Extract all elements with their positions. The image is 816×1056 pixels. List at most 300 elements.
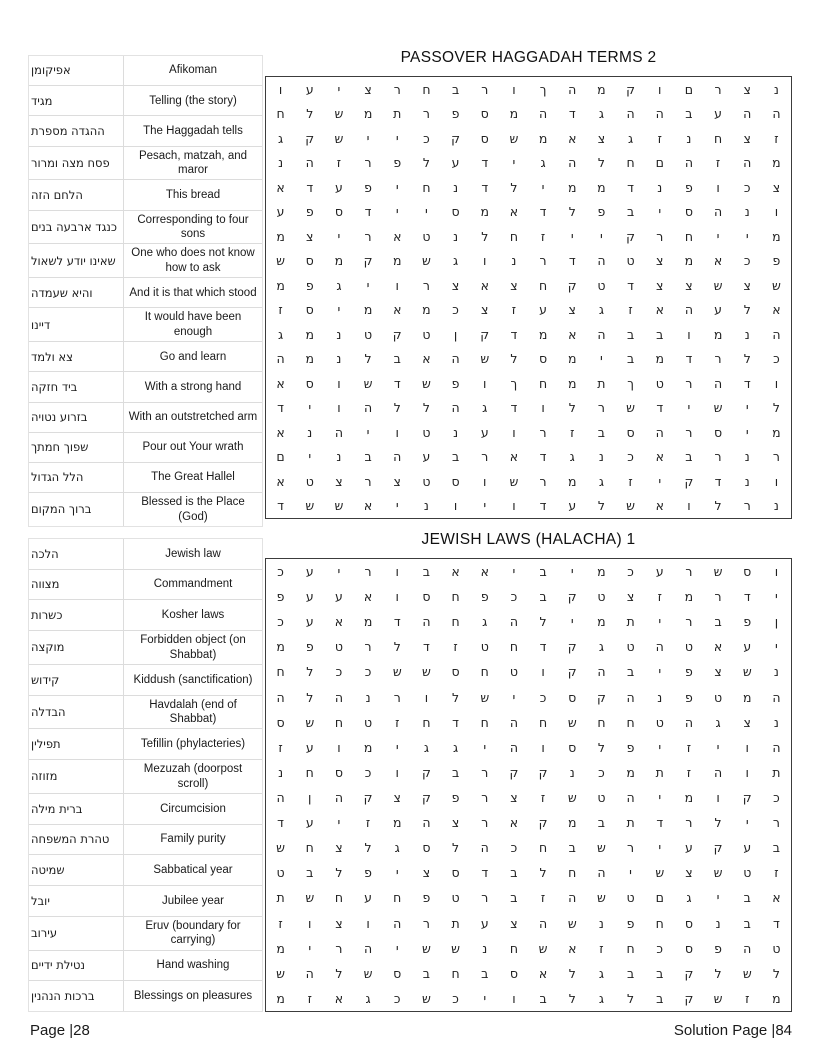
grid-cell: ז <box>365 815 371 831</box>
english-translation: Go and learn <box>159 350 227 363</box>
grid-cell: ז <box>715 155 721 171</box>
grid-cell: ל <box>743 351 751 367</box>
grid-cell: ל <box>306 689 314 705</box>
grid-cell: ו <box>395 564 399 580</box>
grid-cell: ש <box>305 498 315 514</box>
grid-cell: א <box>772 302 781 318</box>
grid-cell: ט <box>509 664 518 680</box>
grid-cell: מ <box>480 204 489 220</box>
grid-cell: י <box>483 739 487 755</box>
grid-cell: ע <box>305 815 314 831</box>
grid-cell: ר <box>422 277 430 293</box>
grid-cell: ע <box>684 840 693 856</box>
grid-cell: צ <box>743 81 751 97</box>
hebrew-term: שמיטה <box>29 855 124 885</box>
hebrew-term: שפוך חמתך <box>29 433 124 462</box>
grid-cell: ו <box>512 498 516 514</box>
word-row <box>29 539 262 570</box>
grid-cell: ס <box>451 473 460 489</box>
grid-cell: ל <box>772 400 780 416</box>
grid-cell: י <box>395 179 399 195</box>
grid-cell: ו <box>395 764 399 780</box>
grid-cell: ו <box>512 424 516 440</box>
english-translation: Corresponding to four sons <box>137 213 249 240</box>
grid-cell: ש <box>276 253 285 269</box>
grid-cell: ל <box>772 965 780 981</box>
grid-cell: ס <box>684 940 693 956</box>
grid-cell: ס <box>568 689 577 705</box>
grid-cell: ד <box>568 253 576 269</box>
grid-cell: ח <box>509 639 518 655</box>
grid-cell: מ <box>392 815 402 831</box>
grid-cell: צ <box>685 277 693 293</box>
grid-cell: ש <box>742 664 752 680</box>
grid-cell: י <box>366 277 370 293</box>
grid-cell: מ <box>597 179 606 195</box>
grid-cell: י <box>337 815 341 831</box>
grid-cell: ד <box>277 400 284 416</box>
grid-cell: נ <box>336 351 342 367</box>
grid-cell: ח <box>509 940 518 956</box>
grid-cell: מ <box>684 253 694 269</box>
word-row <box>29 342 262 372</box>
word-row <box>29 981 262 1011</box>
word-list-table-2 <box>28 538 263 1012</box>
word-row <box>29 855 262 886</box>
grid-cell: ו <box>716 179 720 195</box>
grid-cell: מ <box>772 228 781 244</box>
grid-cell: ר <box>772 815 780 831</box>
grid-cell: י <box>337 564 341 580</box>
grid-cell: נ <box>744 326 750 342</box>
grid-cell: ט <box>276 865 285 881</box>
grid-cell: צ <box>597 130 606 146</box>
grid-cell: ב <box>510 865 518 881</box>
grid-cell: ש <box>421 940 431 956</box>
grid-cell: י <box>425 204 428 220</box>
hebrew-term: מצווה <box>29 570 124 600</box>
grid-cell: ש <box>276 965 285 981</box>
english-translation: Telling (the story) <box>149 94 237 107</box>
grid-cell: ת <box>393 106 402 122</box>
grid-cell: ג <box>482 400 488 416</box>
english-translation: With an outstretched arm <box>128 410 258 423</box>
grid-cell: ל <box>335 865 343 881</box>
grid-cell: ק <box>480 326 490 342</box>
grid-cell: ח <box>480 664 489 680</box>
english-translation: Blessings on pleasures <box>133 990 253 1003</box>
grid-cell: ו <box>774 204 779 220</box>
grid-cell: ט <box>451 890 460 906</box>
grid-cell: ה <box>393 449 402 465</box>
english-translation: Jubilee year <box>161 894 224 907</box>
grid-cell: א <box>568 326 577 342</box>
grid-cell: ה <box>743 155 752 171</box>
grid-cell: ע <box>422 449 431 465</box>
hebrew-term: שאינו יודע לשאול <box>29 244 124 277</box>
grid-cell: א <box>568 940 577 956</box>
grid-cell: ד <box>743 589 751 605</box>
grid-cell: י <box>366 130 370 146</box>
grid-cell: צ <box>306 228 314 244</box>
grid-cell: ב <box>685 449 693 465</box>
grid-cell: מ <box>363 302 373 318</box>
grid-cell: ח <box>655 915 664 931</box>
grid-cell: א <box>451 564 460 580</box>
grid-cell: ק <box>567 664 577 680</box>
grid-cell: ש <box>626 498 635 514</box>
grid-cell: ק <box>451 130 460 146</box>
grid-cell: ו <box>483 253 487 269</box>
grid-cell: ס <box>480 106 489 122</box>
grid-cell: ק <box>742 790 752 806</box>
grid-cell: א <box>393 302 402 318</box>
grid-cell: ג <box>627 130 634 146</box>
grid-cell: ב <box>539 589 547 605</box>
grid-cell: ה <box>713 764 723 780</box>
grid-cell: ז <box>540 228 546 244</box>
grid-cell: ו <box>337 375 341 391</box>
grid-cell: ב <box>714 614 722 630</box>
grid-cell: ע <box>305 589 314 605</box>
grid-cell: י <box>395 865 399 881</box>
puzzle2-title: JEWISH LAWS (HALACHA) 1 <box>421 531 636 548</box>
grid-cell: כ <box>743 179 751 195</box>
grid-cell: צ <box>393 790 401 806</box>
grid-cell: ח <box>713 130 723 146</box>
grid-cell: ר <box>714 589 722 605</box>
grid-cell: ד <box>714 473 722 489</box>
grid-cell: ח <box>305 764 314 780</box>
grid-cell: ל <box>714 965 722 981</box>
hebrew-term: הלל הגדול <box>29 463 124 492</box>
grid-cell: ס <box>480 130 489 146</box>
grid-cell: ס <box>743 564 752 580</box>
grid-cell: נ <box>686 130 692 146</box>
grid-cell: ל <box>452 689 460 705</box>
grid-cell: ק <box>626 228 635 244</box>
english-translation: Tefillin (phylacteries) <box>140 738 246 751</box>
hebrew-term: צא ולמד <box>29 342 124 371</box>
grid-cell: ה <box>743 106 752 122</box>
grid-cell: ל <box>364 840 372 856</box>
grid-cell: ח <box>276 664 285 680</box>
english-translation: Havdalah (end of Shabbat) <box>149 698 237 726</box>
grid-cell: צ <box>481 302 489 318</box>
grid-cell: ע <box>714 106 722 122</box>
grid-cell: כ <box>452 990 459 1006</box>
grid-cell: ת <box>772 764 781 780</box>
english-translation: The Great Hallel <box>151 471 235 484</box>
word-row <box>29 917 262 951</box>
grid-cell: מ <box>276 639 285 655</box>
grid-cell: נ <box>715 915 721 931</box>
grid-cell: ד <box>510 326 518 342</box>
grid-cell: י <box>687 400 691 416</box>
grid-cell: ג <box>365 990 371 1006</box>
grid-cell: פ <box>626 915 635 931</box>
grid-cell: ק <box>538 815 548 831</box>
hebrew-term: ברית מילה <box>29 794 124 824</box>
grid-cell: ש <box>509 130 519 146</box>
grid-cell: י <box>600 228 603 244</box>
grid-cell: ח <box>509 228 518 244</box>
grid-cell: ז <box>774 130 779 146</box>
grid-cell: ו <box>278 81 283 97</box>
grid-cell: ו <box>395 424 399 440</box>
grid-cell: ך <box>539 81 547 97</box>
grid-cell: ל <box>539 614 547 630</box>
grid-cell: ה <box>626 689 635 705</box>
grid-cell: י <box>395 739 399 755</box>
grid-cell: ט <box>626 253 635 269</box>
grid-cell: ש <box>451 940 460 956</box>
grid-cell: כ <box>773 790 780 806</box>
grid-cell: א <box>334 990 344 1006</box>
grid-cell: י <box>512 564 516 580</box>
grid-cell: צ <box>422 865 431 881</box>
grid-cell: ה <box>684 714 693 730</box>
grid-cell: ד <box>772 915 780 931</box>
grid-cell: צ <box>510 790 518 806</box>
english-translation: Kiddush (sanctification) <box>133 673 253 686</box>
grid-cell: ר <box>335 940 343 956</box>
grid-cell: מ <box>713 326 723 342</box>
grid-cell: א <box>393 228 402 244</box>
grid-cell: פ <box>743 614 752 630</box>
grid-cell: מ <box>276 990 285 1006</box>
page-number: Page |28 <box>30 1022 90 1039</box>
grid-cell: ש <box>363 375 373 391</box>
grid-cell: ג <box>598 302 604 318</box>
grid-cell: ו <box>512 990 516 1006</box>
grid-cell: ש <box>567 915 577 931</box>
grid-cell: ל <box>306 664 314 680</box>
grid-cell: ה <box>772 106 781 122</box>
grid-cell: ה <box>393 915 402 931</box>
grid-cell: י <box>395 940 399 956</box>
grid-cell: ח <box>684 228 693 244</box>
grid-cell: ט <box>422 424 431 440</box>
grid-cell: ג <box>598 965 604 981</box>
grid-cell: ש <box>509 473 519 489</box>
grid-cell: ח <box>334 890 343 906</box>
grid-cell: ג <box>336 277 342 293</box>
grid-cell: ה <box>655 106 664 122</box>
grid-cell: י <box>716 890 720 906</box>
grid-cell: ק <box>421 790 431 806</box>
grid-cell: ד <box>656 400 664 416</box>
grid-cell: ר <box>656 228 664 244</box>
grid-cell: ט <box>626 890 635 906</box>
grid-cell: ח <box>480 714 489 730</box>
grid-cell: ו <box>541 664 545 680</box>
hebrew-term: טהרת המשפחה <box>29 825 124 855</box>
grid-cell: ת <box>626 614 635 630</box>
grid-cell: פ <box>364 179 372 195</box>
grid-cell: י <box>308 400 312 416</box>
grid-cell: ם <box>655 155 664 171</box>
grid-cell: ו <box>541 400 545 416</box>
word-row <box>29 794 262 825</box>
grid-cell: ה <box>772 689 781 705</box>
grid-cell: ז <box>307 990 312 1006</box>
grid-cell: ו <box>453 498 458 514</box>
grid-cell: ב <box>743 915 751 931</box>
word-row <box>29 244 262 278</box>
grid-cell: ר <box>714 449 722 465</box>
grid-cell: ה <box>684 155 693 171</box>
grid-cell: ו <box>395 589 399 605</box>
grid-cell: ח <box>538 277 548 293</box>
grid-cell: כ <box>773 351 780 367</box>
grid-cell: מ <box>567 351 577 367</box>
grid-cell: נ <box>773 498 779 514</box>
grid-cell: צ <box>510 915 518 931</box>
grid-cell: ג <box>715 714 721 730</box>
grid-cell: ס <box>684 915 693 931</box>
grid-cell: ב <box>422 564 431 580</box>
grid-cell: ר <box>627 840 635 856</box>
grid-cell: י <box>658 840 662 856</box>
grid-cell: ר <box>481 449 489 465</box>
grid-cell: ק <box>567 277 577 293</box>
grid-cell: ג <box>482 614 488 630</box>
hebrew-term: ברוך המקום <box>29 493 124 526</box>
grid-cell: פ <box>451 790 460 806</box>
grid-cell: צ <box>335 915 343 931</box>
grid-cell: ק <box>509 764 519 780</box>
word-row <box>29 570 262 601</box>
grid-cell: ר <box>364 228 372 244</box>
hebrew-term: עירוב <box>29 917 124 950</box>
grid-cell: ל <box>510 179 518 195</box>
hebrew-term: נטילת ידיים <box>29 951 124 981</box>
grid-cell: כ <box>277 564 284 580</box>
grid-cell: ב <box>685 106 693 122</box>
grid-cell: ג <box>598 106 604 122</box>
grid-cell: י <box>308 449 312 465</box>
grid-cell: ה <box>451 351 460 367</box>
grid-cell: מ <box>363 739 373 755</box>
grid-cell: ש <box>713 277 723 293</box>
grid-cell: ה <box>772 326 781 342</box>
grid-cell: ל <box>393 639 401 655</box>
grid-cell: י <box>600 351 603 367</box>
english-translation: Hand washing <box>156 959 230 972</box>
grid-cell: מ <box>597 614 606 630</box>
grid-cell: ר <box>364 639 372 655</box>
grid-cell: ר <box>597 400 605 416</box>
hebrew-term: פסח מצה ומרור <box>29 147 124 180</box>
grid-cell: ל <box>481 228 489 244</box>
grid-cell: א <box>509 815 519 831</box>
grid-cell: ל <box>568 400 576 416</box>
grid-cell: ו <box>658 81 662 97</box>
hebrew-term: ההגדה מספרת <box>29 116 124 145</box>
english-translation: Pour out Your wrath <box>142 441 244 454</box>
english-translation: The Haggadah tells <box>143 124 243 137</box>
puzzle1-title: PASSOVER HAGGADAH TERMS 2 <box>400 49 657 66</box>
grid-cell: י <box>745 400 749 416</box>
english-translation: Blessed is the Place (God) <box>141 496 245 523</box>
grid-cell: ז <box>628 302 633 318</box>
grid-cell: פ <box>451 106 460 122</box>
grid-cell: מ <box>597 564 606 580</box>
grid-cell: ק <box>363 790 373 806</box>
grid-cell: ש <box>713 990 723 1006</box>
grid-cell: צ <box>568 302 576 318</box>
grid-cell: פ <box>772 253 781 269</box>
grid-cell: ד <box>364 204 372 220</box>
grid-cell: נ <box>744 473 750 489</box>
grid-cell: א <box>334 614 344 630</box>
grid-cell: ה <box>305 965 314 981</box>
grid-cell: ד <box>539 639 547 655</box>
grid-cell: ש <box>596 840 606 856</box>
grid-cell: ח <box>568 865 577 881</box>
grid-cell: י <box>745 424 749 440</box>
grid-cell: ג <box>686 890 692 906</box>
grid-cell: צ <box>451 277 460 293</box>
grid-cell: ר <box>772 449 780 465</box>
grid-cell: פ <box>422 890 431 906</box>
grid-cell: ט <box>422 326 431 342</box>
word-search-grid-2 <box>265 558 792 1012</box>
grid-cell: ד <box>627 277 634 293</box>
grid-cell: ר <box>364 473 372 489</box>
grid-cell: א <box>276 473 285 489</box>
grid-cell: א <box>480 564 489 580</box>
grid-cell: צ <box>626 589 635 605</box>
grid-cell: ז <box>395 714 400 730</box>
grid-cell: י <box>483 990 487 1006</box>
grid-cell: ל <box>714 815 722 831</box>
grid-cell: ש <box>480 689 490 705</box>
grid-cell: ק <box>567 589 577 605</box>
grid-cell: ה <box>422 614 431 630</box>
grid-cell: ר <box>685 815 693 831</box>
grid-cell: ד <box>481 865 489 881</box>
grid-cell: ה <box>743 940 752 956</box>
english-translation: Mezuzah (doorpost scroll) <box>143 763 243 790</box>
grid-cell: כ <box>598 764 605 780</box>
grid-cell: א <box>276 424 285 440</box>
grid-cell: ו <box>745 739 749 755</box>
grid-cell: מ <box>772 155 781 171</box>
word-row <box>29 463 262 493</box>
grid-cell: ב <box>597 424 606 440</box>
grid-cell: ט <box>626 639 635 655</box>
grid-cell: ה <box>538 106 548 122</box>
grid-cell: ז <box>570 424 575 440</box>
grid-cell: א <box>772 890 781 906</box>
grid-cell: ה <box>334 689 343 705</box>
grid-cell: ב <box>772 840 781 856</box>
grid-cell: ז <box>686 764 692 780</box>
grid-cell: ב <box>743 890 751 906</box>
grid-cell: ב <box>510 890 518 906</box>
grid-cell: ו <box>512 81 516 97</box>
grid-cell: ק <box>684 990 694 1006</box>
grid-cell: ס <box>334 204 343 220</box>
english-translation: This bread <box>165 188 221 201</box>
grid-cell: ע <box>451 155 460 171</box>
grid-cell: ק <box>684 965 694 981</box>
grid-cell: ק <box>684 473 694 489</box>
grid-cell: ע <box>539 302 547 318</box>
english-translation: Kosher laws <box>161 609 225 622</box>
